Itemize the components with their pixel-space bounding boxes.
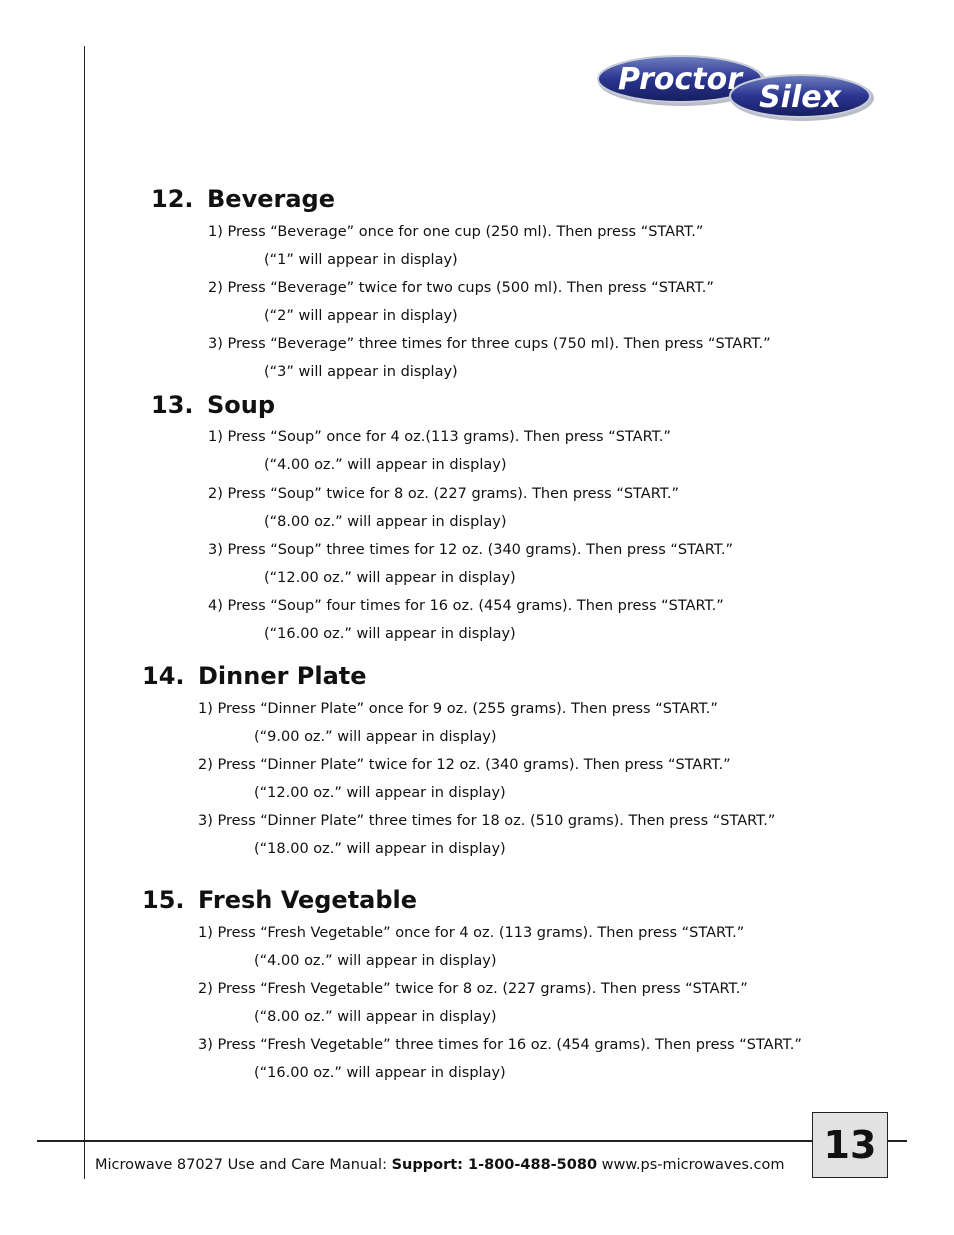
section-heading [151, 391, 275, 419]
step-item: 2) Press “Dinner Plate” twice for 12 oz. (340 grams). Then press “START.” [198, 757, 731, 773]
step-item: 1) Press “Dinner Plate” once for 9 oz. (255 grams). Then press “START.” [198, 701, 718, 717]
step-item: 2) Press “Fresh Vegetable” twice for 8 oz. (227 grams). Then press “START.” [198, 981, 748, 997]
step-item: 2) Press “Soup” twice for 8 oz. (227 grams). Then press “START.” [208, 486, 679, 502]
logo-text-silex: Silex [759, 80, 841, 115]
display-note: (“16.00 oz.” will appear in display) [254, 1065, 506, 1081]
step-item: 1) Press “Soup” once for 4 oz.(113 grams). Then press “START.” [208, 429, 671, 445]
section-number: 12. [151, 185, 194, 213]
section-number: 14. [142, 662, 185, 690]
step-item: 4) Press “Soup” four times for 16 oz. (454 grams). Then press “START.” [208, 598, 724, 614]
section-title: Fresh Vegetable [198, 886, 418, 914]
display-note: (“1” will appear in display) [264, 252, 458, 268]
display-note: (“4.00 oz.” will appear in display) [264, 457, 507, 473]
section-title: Dinner Plate [198, 662, 367, 690]
proctor-silex-logo [596, 52, 878, 124]
left-margin-rule [84, 46, 85, 1179]
footer-rule [37, 1140, 907, 1142]
display-note: (“18.00 oz.” will appear in display) [254, 841, 506, 857]
step-item: 3) Press “Soup” three times for 12 oz. (340 grams). Then press “START.” [208, 542, 734, 558]
step-item: 3) Press “Fresh Vegetable” three times for 16 oz. (454 grams). Then press “START.” [198, 1037, 802, 1053]
display-note: (“9.00 oz.” will appear in display) [254, 729, 497, 745]
step-item: 1) Press “Beverage” once for one cup (250 ml). Then press “START.” [208, 224, 704, 240]
footer-website-link[interactable]: www.ps-microwaves.com [597, 1157, 785, 1173]
section-title: Beverage [207, 185, 335, 213]
footer-manual-title: Microwave 87027 Use and Care Manual: [95, 1157, 392, 1173]
step-item: 3) Press “Beverage” three times for three cups (750 ml). Then press “START.” [208, 336, 771, 352]
display-note: (“3” will appear in display) [264, 364, 458, 380]
section-heading [142, 886, 417, 914]
display-note: (“12.00 oz.” will appear in display) [264, 570, 516, 586]
section-heading [151, 185, 335, 213]
step-item: 1) Press “Fresh Vegetable” once for 4 oz. (113 grams). Then press “START.” [198, 925, 745, 941]
section-number: 13. [151, 391, 194, 419]
display-note: (“8.00 oz.” will appear in display) [254, 1009, 497, 1025]
display-note: (“8.00 oz.” will appear in display) [264, 514, 507, 530]
display-note: (“4.00 oz.” will appear in display) [254, 953, 497, 969]
step-item: 3) Press “Dinner Plate” three times for 18 oz. (510 grams). Then press “START.” [198, 813, 776, 829]
footer [95, 1156, 785, 1174]
display-note: (“2” will appear in display) [264, 308, 458, 324]
section-title: Soup [207, 391, 276, 419]
section-number: 15. [142, 886, 185, 914]
step-item: 2) Press “Beverage” twice for two cups (500 ml). Then press “START.” [208, 280, 714, 296]
page-number: 13 [812, 1112, 888, 1178]
display-note: (“12.00 oz.” will appear in display) [254, 785, 506, 801]
display-note: (“16.00 oz.” will appear in display) [264, 626, 516, 642]
footer-support-phone: Support: 1-800-488-5080 [391, 1157, 598, 1173]
section-heading [142, 662, 367, 690]
logo-text-proctor: Proctor [618, 62, 742, 97]
